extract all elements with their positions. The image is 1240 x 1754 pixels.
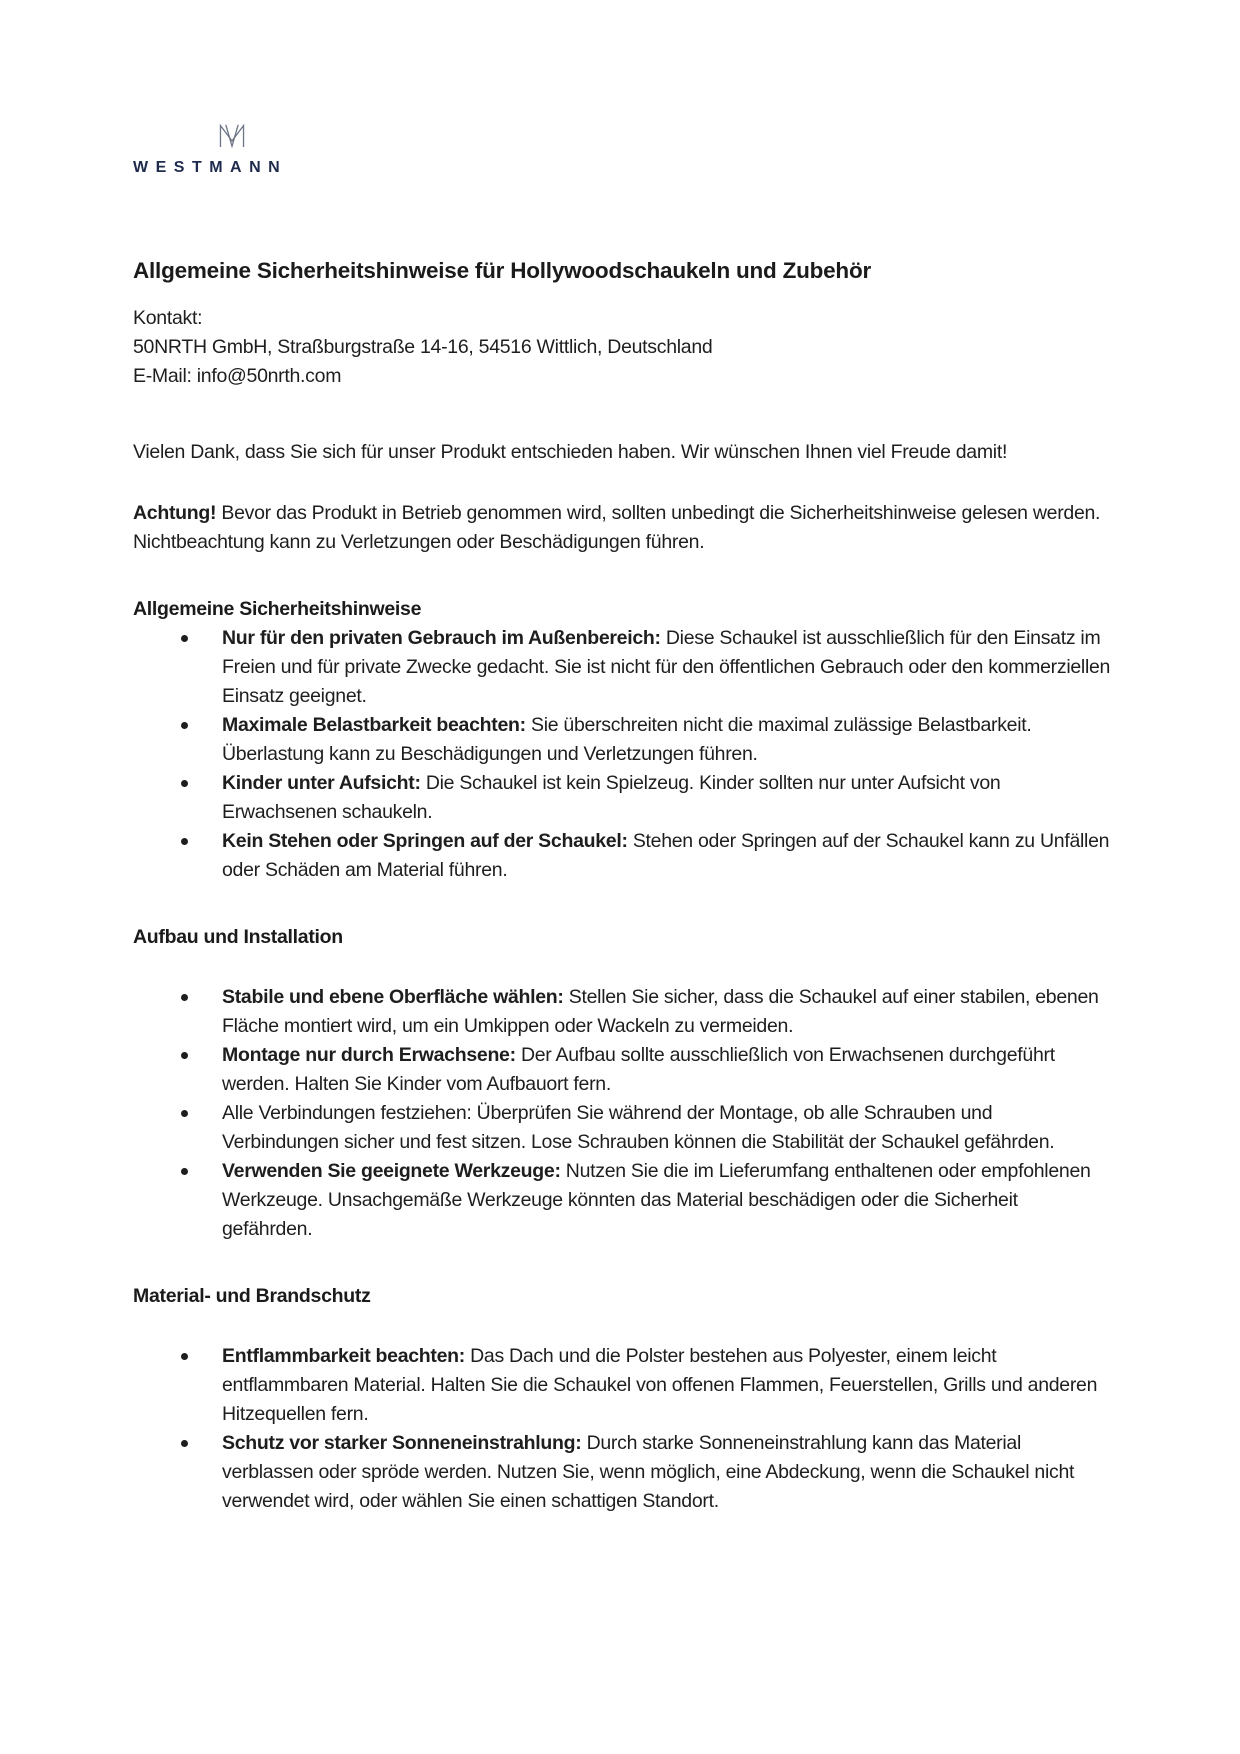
- list-item-text: Der Aufbau sollte ausschließlich von Erwachsenen durchgeführt werden. Halten Sie Kinder vom Aufbauort fern.: [222, 1044, 1055, 1095]
- warning-lead: Achtung!: [133, 502, 217, 524]
- section-heading: Material- und Brandschutz: [133, 1285, 371, 1307]
- list-item-text: Alle Verbindungen festziehen: Überprüfen Sie während der Montage, ob alle Schrauben und Verbindungen sicher und fest sitzen. Lose Schrauben können die Stabilität der Schaukel gefährden.: [222, 1102, 1055, 1153]
- list-item: [133, 983, 1113, 1041]
- list-item-text: Nutzen Sie die im Lieferumfang enthaltenen oder empfohlenen Werkzeuge. Unsachgemäße Werkzeuge könnten das Material beschädigen oder die Sicherheit gefährden.: [222, 1160, 1091, 1240]
- list-item-lead: Kein Stehen oder Springen auf der Schaukel:: [222, 830, 628, 852]
- list-item-lead: Maximale Belastbarkeit beachten:: [222, 714, 526, 736]
- bullet-marker-icon: [181, 1353, 188, 1360]
- list-item: [133, 1099, 1113, 1157]
- section-heading: Allgemeine Sicherheitshinweise: [133, 598, 422, 620]
- bullet-marker-icon: [181, 1168, 188, 1175]
- bullet-marker-icon: [181, 1110, 188, 1117]
- list-item: [133, 769, 1113, 827]
- list-item-lead: Nur für den privaten Gebrauch im Außenbereich:: [222, 627, 661, 649]
- bullet-list: [133, 624, 1113, 885]
- list-item-lead: Entflammbarkeit beachten:: [222, 1345, 465, 1367]
- list-item-lead: Verwenden Sie geeignete Werkzeuge:: [222, 1160, 561, 1182]
- list-item-lead: Kinder unter Aufsicht:: [222, 772, 421, 794]
- safety-section: [133, 923, 1113, 1244]
- list-item-lead: Montage nur durch Erwachsene:: [222, 1044, 516, 1066]
- bullet-marker-icon: [181, 994, 188, 1001]
- list-item: [133, 1041, 1113, 1099]
- list-item-lead: Stabile und ebene Oberfläche wählen:: [222, 986, 564, 1008]
- list-item-text: Das Dach und die Polster bestehen aus Polyester, einem leicht entflammbaren Material. Halten Sie die Schaukel von offenen Flammen, Feuerstellen, Grills und anderen Hitzequellen fern.: [222, 1345, 1098, 1425]
- bullet-marker-icon: [181, 780, 188, 787]
- bullet-list: [133, 983, 1113, 1244]
- list-item: [133, 624, 1113, 711]
- page-title: Allgemeine Sicherheitshinweise für Hollywoodschaukeln und Zubehör: [133, 258, 872, 283]
- sections-container: [133, 595, 1113, 1516]
- list-item: [133, 711, 1113, 769]
- list-item-text: Stehen oder Springen auf der Schaukel kann zu Unfällen oder Schäden am Material führen.: [222, 830, 1110, 881]
- bullet-list: [133, 1342, 1113, 1516]
- contact-email: E-Mail: info@50nrth.com: [133, 365, 342, 387]
- list-item: [133, 1157, 1113, 1244]
- safety-section: [133, 1282, 1113, 1516]
- warning-text: Bevor das Produkt in Betrieb genommen wird, sollten unbedingt die Sicherheitshinweise gelesen werden. Nichtbeachtung kann zu Verletzungen oder Beschädigungen führen.: [133, 502, 1101, 553]
- section-heading: Aufbau und Installation: [133, 926, 343, 948]
- list-item-text: Diese Schaukel ist ausschließlich für den Einsatz im Freien und für private Zwecke gedacht. Sie ist nicht für den öffentlichen Gebrauch oder den kommerziellen Einsatz geeignet.: [222, 627, 1111, 707]
- list-item-text: Stellen Sie sicher, dass die Schaukel auf einer stabilen, ebenen Fläche montiert wird, um ein Umkippen oder Wackeln zu vermeiden.: [222, 986, 1099, 1037]
- list-item: [133, 1342, 1113, 1429]
- contact-address: 50NRTH GmbH, Straßburgstraße 14-16, 54516 Wittlich, Deutschland: [133, 336, 713, 358]
- brand-logo: [133, 123, 1113, 182]
- bullet-marker-icon: [181, 1052, 188, 1059]
- contact-label: Kontakt:: [133, 307, 203, 329]
- list-item: [133, 1429, 1113, 1516]
- list-item-lead: Schutz vor starker Sonneneinstrahlung:: [222, 1432, 582, 1454]
- westmann-monogram-icon: [218, 123, 246, 148]
- contact-block: [133, 304, 1113, 391]
- warning-paragraph: [133, 499, 1113, 557]
- brand-wordmark: WESTMANN: [133, 159, 288, 176]
- bullet-marker-icon: [181, 838, 188, 845]
- bullet-marker-icon: [181, 635, 188, 642]
- list-item-text: Die Schaukel ist kein Spielzeug. Kinder sollten nur unter Aufsicht von Erwachsenen schaukeln.: [222, 772, 1001, 823]
- list-item-text: Durch starke Sonneneinstrahlung kann das Material verblassen oder spröde werden. Nutzen Sie, wenn möglich, eine Abdeckung, wenn die Schaukel nicht verwendet wird, oder wählen Sie einen schattigen Standort.: [222, 1432, 1075, 1512]
- list-item-text: Sie überschreiten nicht die maximal zulässige Belastbarkeit. Überlastung kann zu Beschädigungen und Verletzungen führen.: [222, 714, 1032, 765]
- safety-section: [133, 595, 1113, 885]
- list-item: [133, 827, 1113, 885]
- intro-paragraph: Vielen Dank, dass Sie sich für unser Produkt entschieden haben. Wir wünschen Ihnen viel Freude damit!: [133, 441, 1008, 463]
- bullet-marker-icon: [181, 722, 188, 729]
- bullet-marker-icon: [181, 1440, 188, 1447]
